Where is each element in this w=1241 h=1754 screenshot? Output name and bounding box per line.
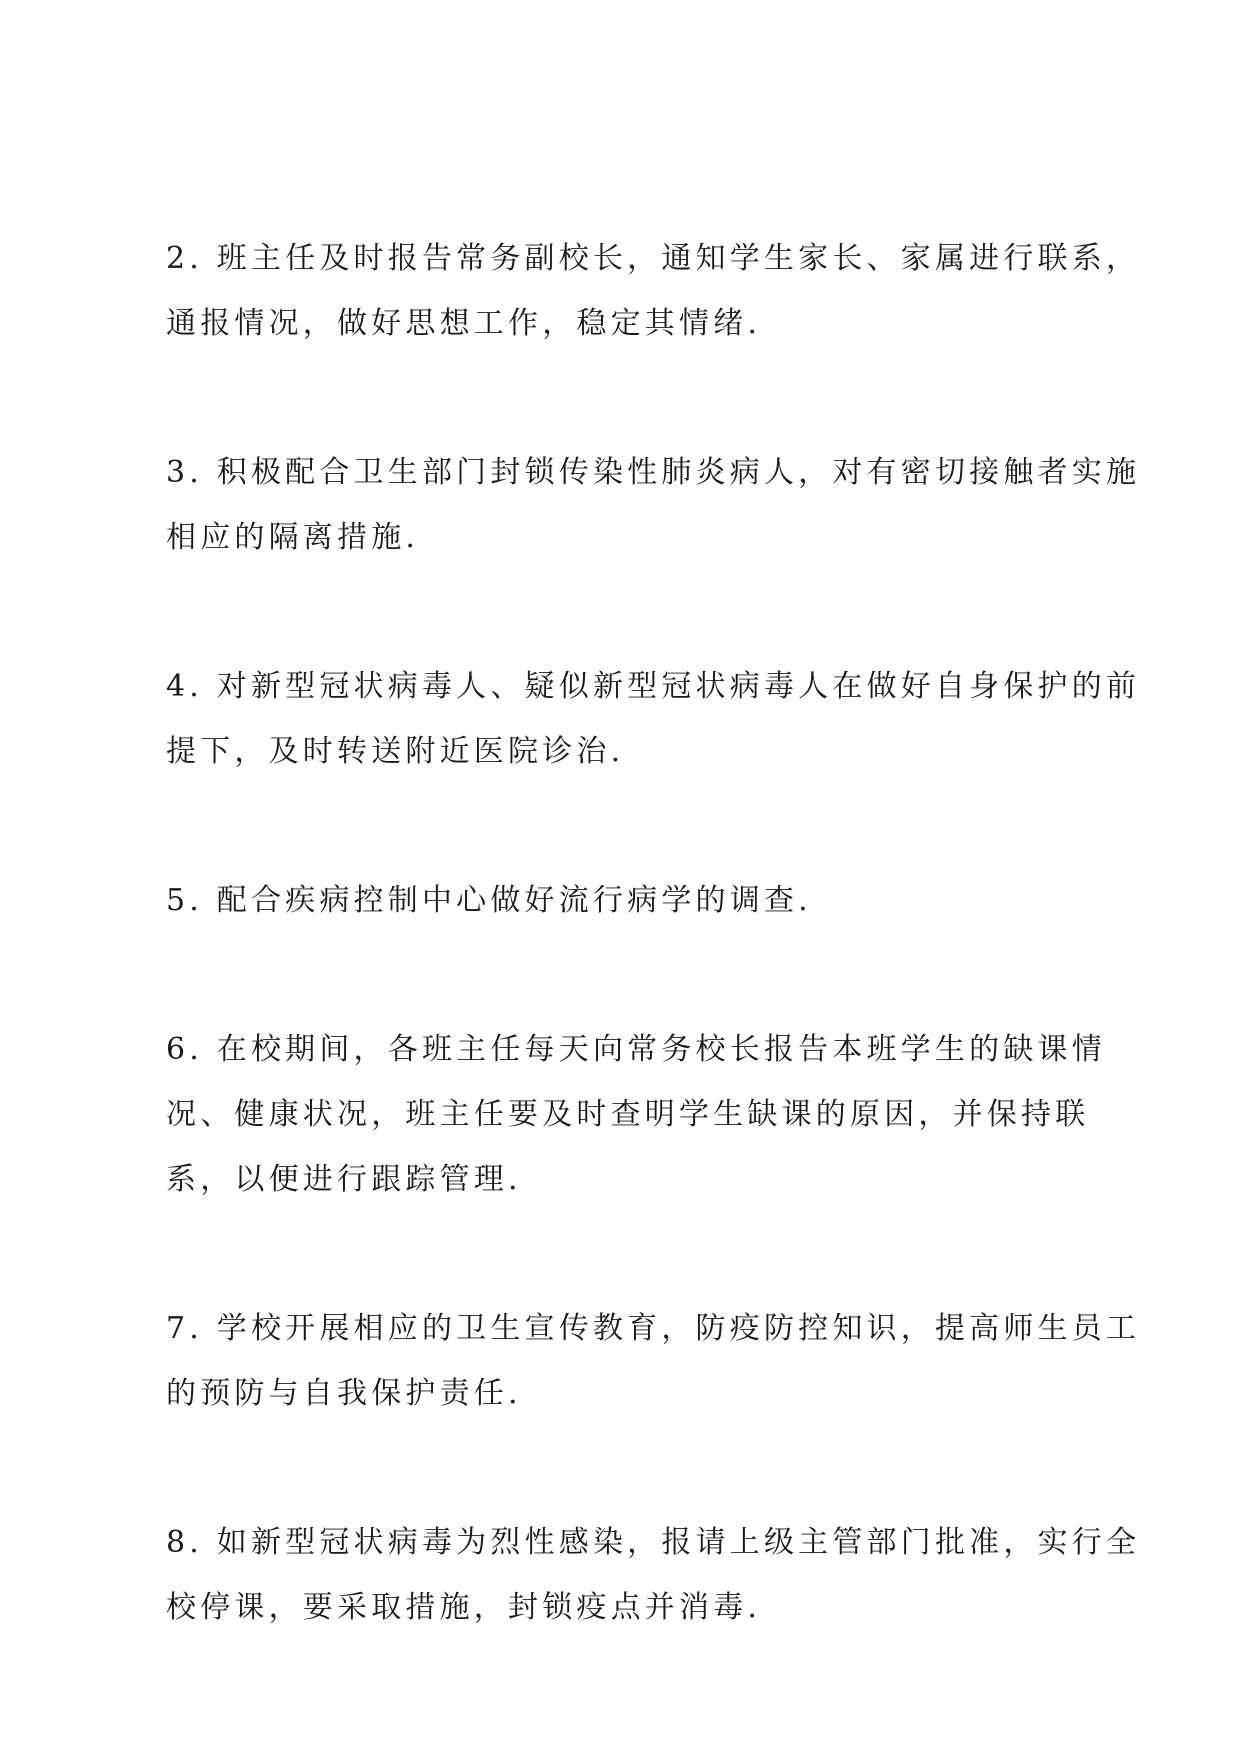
paragraph-item-2 (166, 226, 1141, 356)
text-line: 校停课，要采取措施，封锁疫点并消毒. (166, 1590, 762, 1625)
text-line: 提下，及时转送附近医院诊治. (166, 734, 625, 769)
paragraph-item-6 (166, 1017, 1106, 1212)
text-line: 6. 在校期间，各班主任每天向常务校长报告本班学生的缺课情 (166, 1032, 1106, 1067)
paragraph-item-4 (166, 654, 1141, 784)
text-line: 3. 积极配合卫生部门封锁传染性肺炎病人，对有密切接触者实施 (166, 455, 1141, 490)
text-line: 8. 如新型冠状病毒为烈性感染，报请上级主管部门批准，实行全 (166, 1525, 1141, 1560)
paragraph-item-7 (166, 1296, 1141, 1426)
paragraph-item-3 (166, 440, 1141, 570)
text-line: 通报情况，做好思想工作，稳定其情绪. (166, 306, 762, 341)
paragraph-item-5 (166, 868, 1096, 933)
text-line: 系，以便进行跟踪管理. (166, 1162, 522, 1197)
text-line: 4. 对新型冠状病毒人、疑似新型冠状病毒人在做好自身保护的前 (166, 669, 1141, 704)
text-line: 2. 班主任及时报告常务副校长，通知学生家长、家属进行联系， (166, 241, 1141, 276)
text-line: 7. 学校开展相应的卫生宣传教育，防疫防控知识，提高师生员工 (166, 1311, 1141, 1346)
text-line: 况、健康状况，班主任要及时查明学生缺课的原因，并保持联 (166, 1097, 1090, 1132)
text-line: 的预防与自我保护责任. (166, 1376, 522, 1411)
text-line: 5. 配合疾病控制中心做好流行病学的调查. (166, 883, 812, 918)
document-body (166, 226, 1141, 1724)
text-line: 相应的隔离措施. (166, 520, 420, 555)
paragraph-item-8 (166, 1510, 1141, 1640)
